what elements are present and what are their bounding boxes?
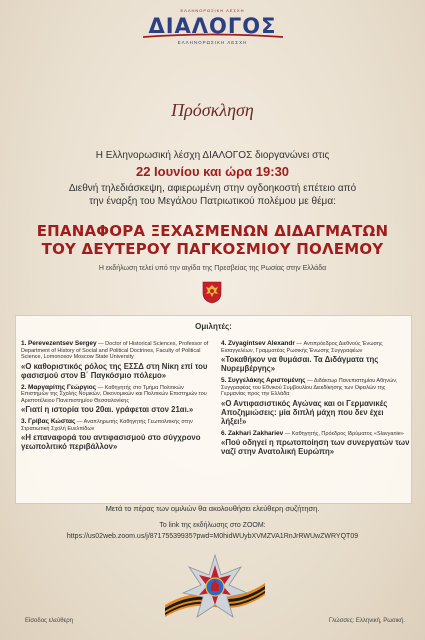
description-line: Διεθνή τηλεδιάσκεψη, αφιερωμένη στην ογδοηκοστή επέτειο από bbox=[68, 183, 357, 194]
russian-coat-of-arms-icon bbox=[201, 280, 223, 304]
languages-note: Γλώσσες: Ελληνική, Ρωσική. bbox=[328, 618, 405, 624]
speaker-role: — Αναπληρωτής Καθηγητής Γεωπολιτικής στην Στρατιωτική Σχολή Ευελπίδων bbox=[21, 419, 193, 432]
theme-line: ΤΟΥ ΔΕΥΤΕΡΟΥ ΠΑΓΚΟΣΜΙΟΥ ΠΟΛΕΜΟΥ bbox=[41, 240, 384, 258]
talk-title: «Πού οδηγεί η πρωτοποίηση των συνεργατών των ναζί στην Ανατολική Ευρώπη» bbox=[221, 438, 410, 456]
patronage-note: Η εκδήλωση τελεί υπό την αιγίδα της Πρεσβείας της Ρωσίας στην Ελλάδα bbox=[98, 265, 327, 272]
logo-swoosh-icon bbox=[143, 33, 283, 39]
speaker-name: Γρίβας Κώστας bbox=[27, 418, 76, 425]
description-line: την έναρξη του Μεγάλου Πατριωτικού πολέμου με θέμα: bbox=[89, 195, 336, 207]
speaker-entry bbox=[221, 378, 411, 426]
speakers-title: Ομιλητές: bbox=[195, 322, 232, 331]
speaker-number: 3. bbox=[21, 418, 27, 425]
speaker-number: 2. bbox=[21, 383, 27, 391]
speaker-number: 6. bbox=[221, 429, 227, 437]
order-of-victory-medal-icon bbox=[165, 545, 265, 635]
speaker-role: — Αντιπρόεδρος Διεθνούς Ένωσης Εισαγγελέων, Γραμματέας Ρωσικής Ένωσης Συγγραφέων bbox=[221, 341, 383, 354]
speaker-number: 5. bbox=[221, 377, 227, 384]
speaker-name: Perevezentsev Sergey bbox=[27, 340, 97, 347]
logo-subtitle: ΕΛΛΗΝΟΡΩΣΙΚΗ ΛΕΣΧΗ bbox=[177, 40, 248, 45]
speaker-entry bbox=[21, 419, 211, 451]
talk-title: «Τοκαθήκον να θυμάσαι. Τα Διδάγματα της Νυρεμβέργης» bbox=[221, 355, 379, 373]
speaker-number: 1. bbox=[21, 340, 27, 347]
event-theme bbox=[0, 222, 425, 258]
zoom-link[interactable]: https://us02web.zoom.us/j/87175539935?pwd=M0hidWUybXVMZVA1RnJrRWUwZWRYQT09 bbox=[66, 533, 359, 540]
zoom-label: Το link της εκδήλωσης στο ZOOM: bbox=[159, 522, 266, 529]
theme-line: ΕΠΑΝΑΦΟΡΑ ΞΕΧΑΣΜΕΝΩΝ ΔΙΔΑΓΜΑΤΩΝ bbox=[36, 222, 389, 240]
speaker-role: — Καθηγητής, Πρόεδρος Ιδρύματος «Slavyanie» bbox=[283, 430, 404, 437]
speaker-name: Zvyagintsev Alexandr bbox=[227, 340, 295, 347]
organizer-text: Η Ελληνορωσική λέσχη ΔΙΑΛΟΓΟΣ διοργανώνει στις bbox=[95, 150, 330, 161]
speaker-role: — Διδάκτωρ Πανεπιστημίου Αθηνών, Συγγραφέας του Εθνικού Συμβουλίου Διεκδίκησης των Οφειλών της Γερμανίας προς την Ελλάδα bbox=[221, 378, 398, 397]
event-date: 22 Ιουνίου και ώρα 19:30 bbox=[135, 164, 290, 179]
free-entry-note: Είσοδος ελεύθερη bbox=[25, 618, 74, 624]
club-logo: ΔΙΑΛΟΓΟΣ bbox=[148, 14, 277, 38]
speaker-entry bbox=[21, 385, 211, 415]
speaker-entry bbox=[21, 341, 211, 380]
talk-title: «Η επαναφορά του αντιφασισμού στο σύγχρονο γεωπολιτικό περιβάλλον» bbox=[21, 433, 201, 451]
speakers-panel bbox=[15, 315, 412, 504]
invitation-heading: Πρόσκληση bbox=[171, 100, 254, 120]
speaker-role: — Καθηγητής στο Τμήμα Πολιτικών Επιστημών της Σχολής Νομικών, Οικονομικών και Πολιτικών Επιστημών του Αριστοτέλειου Πανεπιστημίου Θεσσαλονίκης bbox=[21, 384, 207, 404]
talk-title: «Ο καθοριστικός ρόλος της ΕΣΣΔ στη Νίκη επί του φασισμού στον Β΄ Παγκόσμιο πόλεμο» bbox=[21, 361, 208, 380]
speaker-name: Συγγελάκης Αριστομένης bbox=[227, 377, 306, 384]
speaker-number: 4. bbox=[221, 340, 227, 347]
logo-top-line: ΕΛΛΗΝΟΡΩΣΙΚΗ ΛΕΣΧΗ bbox=[180, 8, 245, 13]
talk-title: «Ο Αντιφασιστικός Αγώνας και οι Γερμανικές Αποζημιώσεις: μία διπλή μάχη που δεν έχει λήξει!» bbox=[221, 398, 388, 426]
discussion-note: Μετά το πέρας των ομιλιών θα ακολουθήσει ελεύθερη συζήτηση. bbox=[105, 504, 320, 513]
speaker-entry bbox=[221, 341, 411, 373]
speaker-name: Μαργαρίτης Γεώργιος bbox=[27, 383, 97, 391]
speaker-name: Zakhari Zakhariev bbox=[227, 429, 284, 437]
speakers-left-column bbox=[21, 341, 211, 456]
speaker-role: — Doctor of Historical Sciences, Professor of Department of History of Social and Political Doctrines, Faculty of Political Science, Lomonosov Moscow State University bbox=[21, 341, 209, 360]
event-description bbox=[0, 183, 425, 208]
talk-title: «Γιατί η ιστορία του 20αι. γράφεται στον 21αι.» bbox=[21, 405, 194, 414]
speakers-right-column bbox=[221, 341, 411, 461]
speaker-entry bbox=[221, 431, 411, 457]
